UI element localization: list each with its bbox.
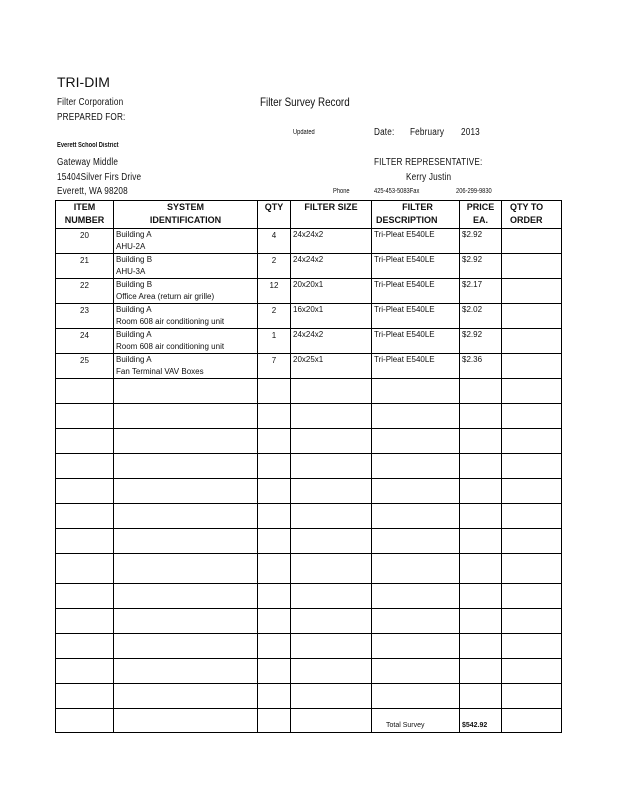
item-number-cell bbox=[56, 529, 114, 554]
col-header-item: ITEM NUMBER bbox=[56, 201, 114, 229]
table-row bbox=[56, 304, 562, 329]
filter-description-cell bbox=[372, 279, 460, 304]
filter-size-cell bbox=[291, 304, 372, 329]
filter-size-cell bbox=[291, 634, 372, 659]
total-survey-value: $542.92 bbox=[462, 722, 488, 729]
qty-cell bbox=[258, 609, 291, 634]
filter-size: 20x20x1 bbox=[293, 280, 324, 289]
document-title: Filter Survey Record bbox=[260, 95, 350, 109]
price-cell bbox=[460, 404, 502, 429]
filter-size-cell bbox=[291, 584, 372, 609]
filter-description: Tri-Pleat E540LE bbox=[374, 305, 435, 314]
price-cell bbox=[460, 634, 502, 659]
filter-size-cell bbox=[291, 504, 372, 529]
item-number-cell bbox=[56, 659, 114, 684]
qty-to-order-cell[interactable] bbox=[502, 304, 562, 329]
price-value: $2.92 bbox=[462, 230, 483, 239]
filter-size-cell bbox=[291, 329, 372, 354]
qty-value: 7 bbox=[271, 356, 277, 365]
table-row bbox=[56, 354, 562, 379]
item-number-cell bbox=[56, 634, 114, 659]
system-id-cell bbox=[114, 504, 258, 529]
qty-cell bbox=[258, 429, 291, 454]
phone-label: Phone bbox=[333, 188, 350, 195]
table-row bbox=[56, 254, 562, 279]
item-number-cell bbox=[56, 554, 114, 584]
price-cell bbox=[460, 279, 502, 304]
table-row bbox=[56, 229, 562, 254]
filter-size: 24x24x2 bbox=[293, 330, 324, 339]
filter-description: Tri-Pleat E540LE bbox=[374, 355, 435, 364]
table-row-empty bbox=[56, 404, 562, 429]
date-year: 2013 bbox=[461, 127, 480, 138]
filter-description-cell bbox=[372, 379, 460, 404]
price-cell bbox=[460, 329, 502, 354]
price-cell bbox=[460, 709, 502, 733]
item-number-cell bbox=[56, 429, 114, 454]
filter-size: 20x25x1 bbox=[293, 355, 324, 364]
item-number: 24 bbox=[80, 331, 89, 340]
system-id-cell bbox=[114, 479, 258, 504]
system-id-line2: Room 608 air conditioning unit bbox=[116, 342, 225, 351]
filter-description-cell bbox=[372, 479, 460, 504]
item-number-cell bbox=[56, 354, 114, 379]
qty-to-order-cell[interactable] bbox=[502, 554, 562, 584]
system-id-cell bbox=[114, 254, 258, 279]
system-id-line2: AHU-2A bbox=[116, 242, 146, 251]
system-id-cell bbox=[114, 554, 258, 584]
price-cell bbox=[460, 429, 502, 454]
qty-to-order-value bbox=[502, 354, 561, 366]
col-header-price: PRICE EA. bbox=[460, 201, 502, 229]
qty-cell bbox=[258, 529, 291, 554]
price-cell bbox=[460, 684, 502, 709]
filter-size-cell bbox=[291, 479, 372, 504]
customer-name: Everett School District bbox=[57, 142, 119, 149]
qty-to-order-cell[interactable] bbox=[502, 684, 562, 709]
system-id-cell bbox=[114, 304, 258, 329]
item-number: 22 bbox=[80, 281, 89, 290]
filter-description-cell bbox=[372, 404, 460, 429]
item-number-cell bbox=[56, 584, 114, 609]
item-number-cell bbox=[56, 254, 114, 279]
qty-to-order-cell[interactable] bbox=[502, 609, 562, 634]
price-cell bbox=[460, 554, 502, 584]
filter-description-cell bbox=[372, 429, 460, 454]
qty-to-order-cell[interactable] bbox=[502, 279, 562, 304]
qty-to-order-cell[interactable] bbox=[502, 254, 562, 279]
filter-size-cell bbox=[291, 429, 372, 454]
price-cell bbox=[460, 659, 502, 684]
company-subtitle: Filter Corporation bbox=[57, 97, 124, 108]
qty-to-order-cell[interactable] bbox=[502, 634, 562, 659]
table-row bbox=[56, 329, 562, 354]
qty-cell bbox=[258, 659, 291, 684]
col-header-filter-size: FILTER SIZE bbox=[291, 201, 372, 229]
address-line: 15404Silver Firs Drive bbox=[57, 172, 142, 183]
filter-description-cell bbox=[372, 554, 460, 584]
fax-number: 206-299-9830 bbox=[456, 188, 492, 195]
price-cell bbox=[460, 379, 502, 404]
system-id-cell bbox=[114, 659, 258, 684]
qty-to-order-cell[interactable] bbox=[502, 329, 562, 354]
filter-size-cell bbox=[291, 529, 372, 554]
system-id-cell bbox=[114, 279, 258, 304]
price-cell bbox=[460, 609, 502, 634]
system-id-line1: Building A bbox=[116, 305, 152, 314]
filter-size-cell bbox=[291, 379, 372, 404]
qty-cell bbox=[258, 254, 291, 279]
system-id-line1: Building A bbox=[116, 330, 152, 339]
filter-description-cell bbox=[372, 304, 460, 329]
system-id-line2: Office Area (return air grille) bbox=[116, 292, 215, 301]
system-id-cell bbox=[114, 609, 258, 634]
qty-to-order-cell[interactable] bbox=[502, 584, 562, 609]
qty-to-order-cell[interactable] bbox=[502, 709, 562, 733]
filter-size-cell bbox=[291, 279, 372, 304]
system-id-cell bbox=[114, 404, 258, 429]
qty-cell bbox=[258, 279, 291, 304]
price-cell bbox=[460, 254, 502, 279]
price-cell bbox=[460, 454, 502, 479]
filter-size-cell bbox=[291, 684, 372, 709]
qty-cell bbox=[258, 504, 291, 529]
filter-description-cell bbox=[372, 609, 460, 634]
qty-value: 1 bbox=[271, 331, 277, 340]
price-cell bbox=[460, 304, 502, 329]
qty-to-order-cell[interactable] bbox=[502, 229, 562, 254]
filter-description-cell bbox=[372, 354, 460, 379]
col-header-description: FILTER DESCRIPTION bbox=[372, 201, 460, 229]
table-row-empty bbox=[56, 504, 562, 529]
system-id-cell bbox=[114, 354, 258, 379]
qty-cell bbox=[258, 684, 291, 709]
date-label: Date: bbox=[374, 127, 395, 138]
qty-to-order-cell[interactable] bbox=[502, 454, 562, 479]
item-number-cell bbox=[56, 454, 114, 479]
filter-size-cell bbox=[291, 709, 372, 733]
item-number-cell bbox=[56, 379, 114, 404]
price-value: $2.92 bbox=[462, 330, 483, 339]
qty-to-order-cell[interactable] bbox=[502, 354, 562, 379]
qty-to-order-cell[interactable] bbox=[502, 429, 562, 454]
qty-to-order-value bbox=[502, 279, 561, 291]
filter-description: Tri-Pleat E540LE bbox=[374, 255, 435, 264]
qty-cell bbox=[258, 634, 291, 659]
filter-description: Tri-Pleat E540LE bbox=[374, 230, 435, 239]
phone-number: 425-453-5083Fax bbox=[374, 188, 420, 195]
filter-description-cell bbox=[372, 254, 460, 279]
updated-label: Updated bbox=[293, 129, 315, 136]
system-id-cell bbox=[114, 454, 258, 479]
filter-description-cell bbox=[372, 584, 460, 609]
table-row-empty bbox=[56, 379, 562, 404]
filter-description-cell bbox=[372, 229, 460, 254]
qty-value: 2 bbox=[271, 256, 277, 265]
table-row-empty bbox=[56, 584, 562, 609]
filter-size-cell bbox=[291, 454, 372, 479]
price-value: $2.17 bbox=[462, 280, 483, 289]
filter-description-cell bbox=[372, 709, 460, 733]
qty-to-order-cell[interactable] bbox=[502, 479, 562, 504]
system-id-cell bbox=[114, 379, 258, 404]
item-number-cell bbox=[56, 304, 114, 329]
qty-to-order-value bbox=[502, 329, 561, 341]
system-id-cell bbox=[114, 684, 258, 709]
item-number-cell bbox=[56, 279, 114, 304]
filter-size: 24x24x2 bbox=[293, 230, 324, 239]
system-id-cell bbox=[114, 709, 258, 733]
filter-description-cell bbox=[372, 659, 460, 684]
qty-to-order-value bbox=[502, 254, 561, 266]
filter-size-cell bbox=[291, 404, 372, 429]
item-number-cell bbox=[56, 404, 114, 429]
price-cell bbox=[460, 229, 502, 254]
item-number-cell bbox=[56, 709, 114, 733]
qty-to-order-value bbox=[502, 304, 561, 316]
system-id-line1: Building B bbox=[116, 255, 153, 264]
system-id-line1: Building B bbox=[116, 280, 153, 289]
qty-value: 4 bbox=[271, 231, 277, 240]
price-cell bbox=[460, 504, 502, 529]
qty-cell bbox=[258, 379, 291, 404]
system-id-line2: Room 608 air conditioning unit bbox=[116, 317, 225, 326]
qty-to-order-cell[interactable] bbox=[502, 659, 562, 684]
filter-size-cell bbox=[291, 254, 372, 279]
qty-cell bbox=[258, 229, 291, 254]
item-number-cell bbox=[56, 229, 114, 254]
total-survey-label: Total Survey bbox=[386, 722, 425, 729]
system-id-line1: Building A bbox=[116, 355, 152, 364]
item-number: 20 bbox=[80, 231, 89, 240]
system-id-cell bbox=[114, 429, 258, 454]
filter-size: 24x24x2 bbox=[293, 255, 324, 264]
table-row-empty bbox=[56, 454, 562, 479]
item-number-cell bbox=[56, 609, 114, 634]
col-header-system: SYSTEM IDENTIFICATION bbox=[114, 201, 258, 229]
qty-to-order-cell[interactable] bbox=[502, 529, 562, 554]
survey-table bbox=[55, 200, 562, 733]
qty-cell bbox=[258, 404, 291, 429]
table-row-empty bbox=[56, 609, 562, 634]
filter-description-cell bbox=[372, 634, 460, 659]
qty-value: 2 bbox=[271, 306, 277, 315]
item-number: 21 bbox=[80, 256, 89, 265]
table-row bbox=[56, 279, 562, 304]
filter-size-cell bbox=[291, 609, 372, 634]
price-cell bbox=[460, 479, 502, 504]
system-id-cell bbox=[114, 584, 258, 609]
qty-cell bbox=[258, 554, 291, 584]
system-id-line1: Building A bbox=[116, 230, 152, 239]
system-id-cell bbox=[114, 529, 258, 554]
item-number-cell bbox=[56, 504, 114, 529]
table-row-empty bbox=[56, 634, 562, 659]
table-row-empty bbox=[56, 529, 562, 554]
col-header-qty: QTY bbox=[258, 201, 291, 229]
filter-size-cell bbox=[291, 554, 372, 584]
table-row-empty bbox=[56, 709, 562, 733]
item-number-cell bbox=[56, 684, 114, 709]
filter-description-cell bbox=[372, 329, 460, 354]
date-month: February bbox=[410, 127, 445, 138]
rep-name: Kerry Justin bbox=[406, 172, 452, 183]
system-id-line2: AHU-3A bbox=[116, 267, 146, 276]
filter-description-cell bbox=[372, 529, 460, 554]
system-id-cell bbox=[114, 634, 258, 659]
filter-description: Tri-Pleat E540LE bbox=[374, 330, 435, 339]
col-header-qty-to-order: QTY TO ORDER bbox=[502, 201, 562, 229]
qty-cell bbox=[258, 584, 291, 609]
filter-size-cell bbox=[291, 229, 372, 254]
item-number: 23 bbox=[80, 306, 89, 315]
qty-cell bbox=[258, 329, 291, 354]
price-cell bbox=[460, 529, 502, 554]
rep-label: FILTER REPRESENTATIVE: bbox=[374, 157, 483, 168]
filter-description-cell bbox=[372, 454, 460, 479]
table-row-empty bbox=[56, 429, 562, 454]
qty-cell bbox=[258, 304, 291, 329]
qty-cell bbox=[258, 354, 291, 379]
system-id-line2: Fan Terminal VAV Boxes bbox=[116, 367, 204, 376]
qty-to-order-cell[interactable] bbox=[502, 404, 562, 429]
price-value: $2.36 bbox=[462, 355, 483, 364]
table-header-row bbox=[56, 201, 562, 229]
qty-cell bbox=[258, 454, 291, 479]
item-number-cell bbox=[56, 329, 114, 354]
price-value: $2.02 bbox=[462, 305, 483, 314]
system-id-cell bbox=[114, 229, 258, 254]
city-line: Everett, WA 98208 bbox=[57, 186, 128, 197]
prepared-for-label: PREPARED FOR: bbox=[57, 112, 126, 123]
company-name: TRI-DIM bbox=[57, 74, 110, 90]
filter-size-cell bbox=[291, 659, 372, 684]
qty-to-order-cell[interactable] bbox=[502, 504, 562, 529]
qty-to-order-cell[interactable] bbox=[502, 379, 562, 404]
system-id-cell bbox=[114, 329, 258, 354]
filter-size-cell bbox=[291, 354, 372, 379]
qty-cell bbox=[258, 709, 291, 733]
filter-description-cell bbox=[372, 684, 460, 709]
price-value: $2.92 bbox=[462, 255, 483, 264]
filter-description-cell bbox=[372, 504, 460, 529]
table-row-empty bbox=[56, 684, 562, 709]
table-row-empty bbox=[56, 479, 562, 504]
filter-description: Tri-Pleat E540LE bbox=[374, 280, 435, 289]
filter-size: 16x20x1 bbox=[293, 305, 324, 314]
price-cell bbox=[460, 584, 502, 609]
qty-cell bbox=[258, 479, 291, 504]
site-name: Gateway Middle bbox=[57, 157, 119, 168]
qty-value: 12 bbox=[269, 281, 279, 290]
qty-to-order-value bbox=[502, 229, 561, 241]
price-cell bbox=[460, 354, 502, 379]
item-number: 25 bbox=[80, 356, 89, 365]
item-number-cell bbox=[56, 479, 114, 504]
table-row-empty bbox=[56, 554, 562, 584]
table-row-empty bbox=[56, 659, 562, 684]
